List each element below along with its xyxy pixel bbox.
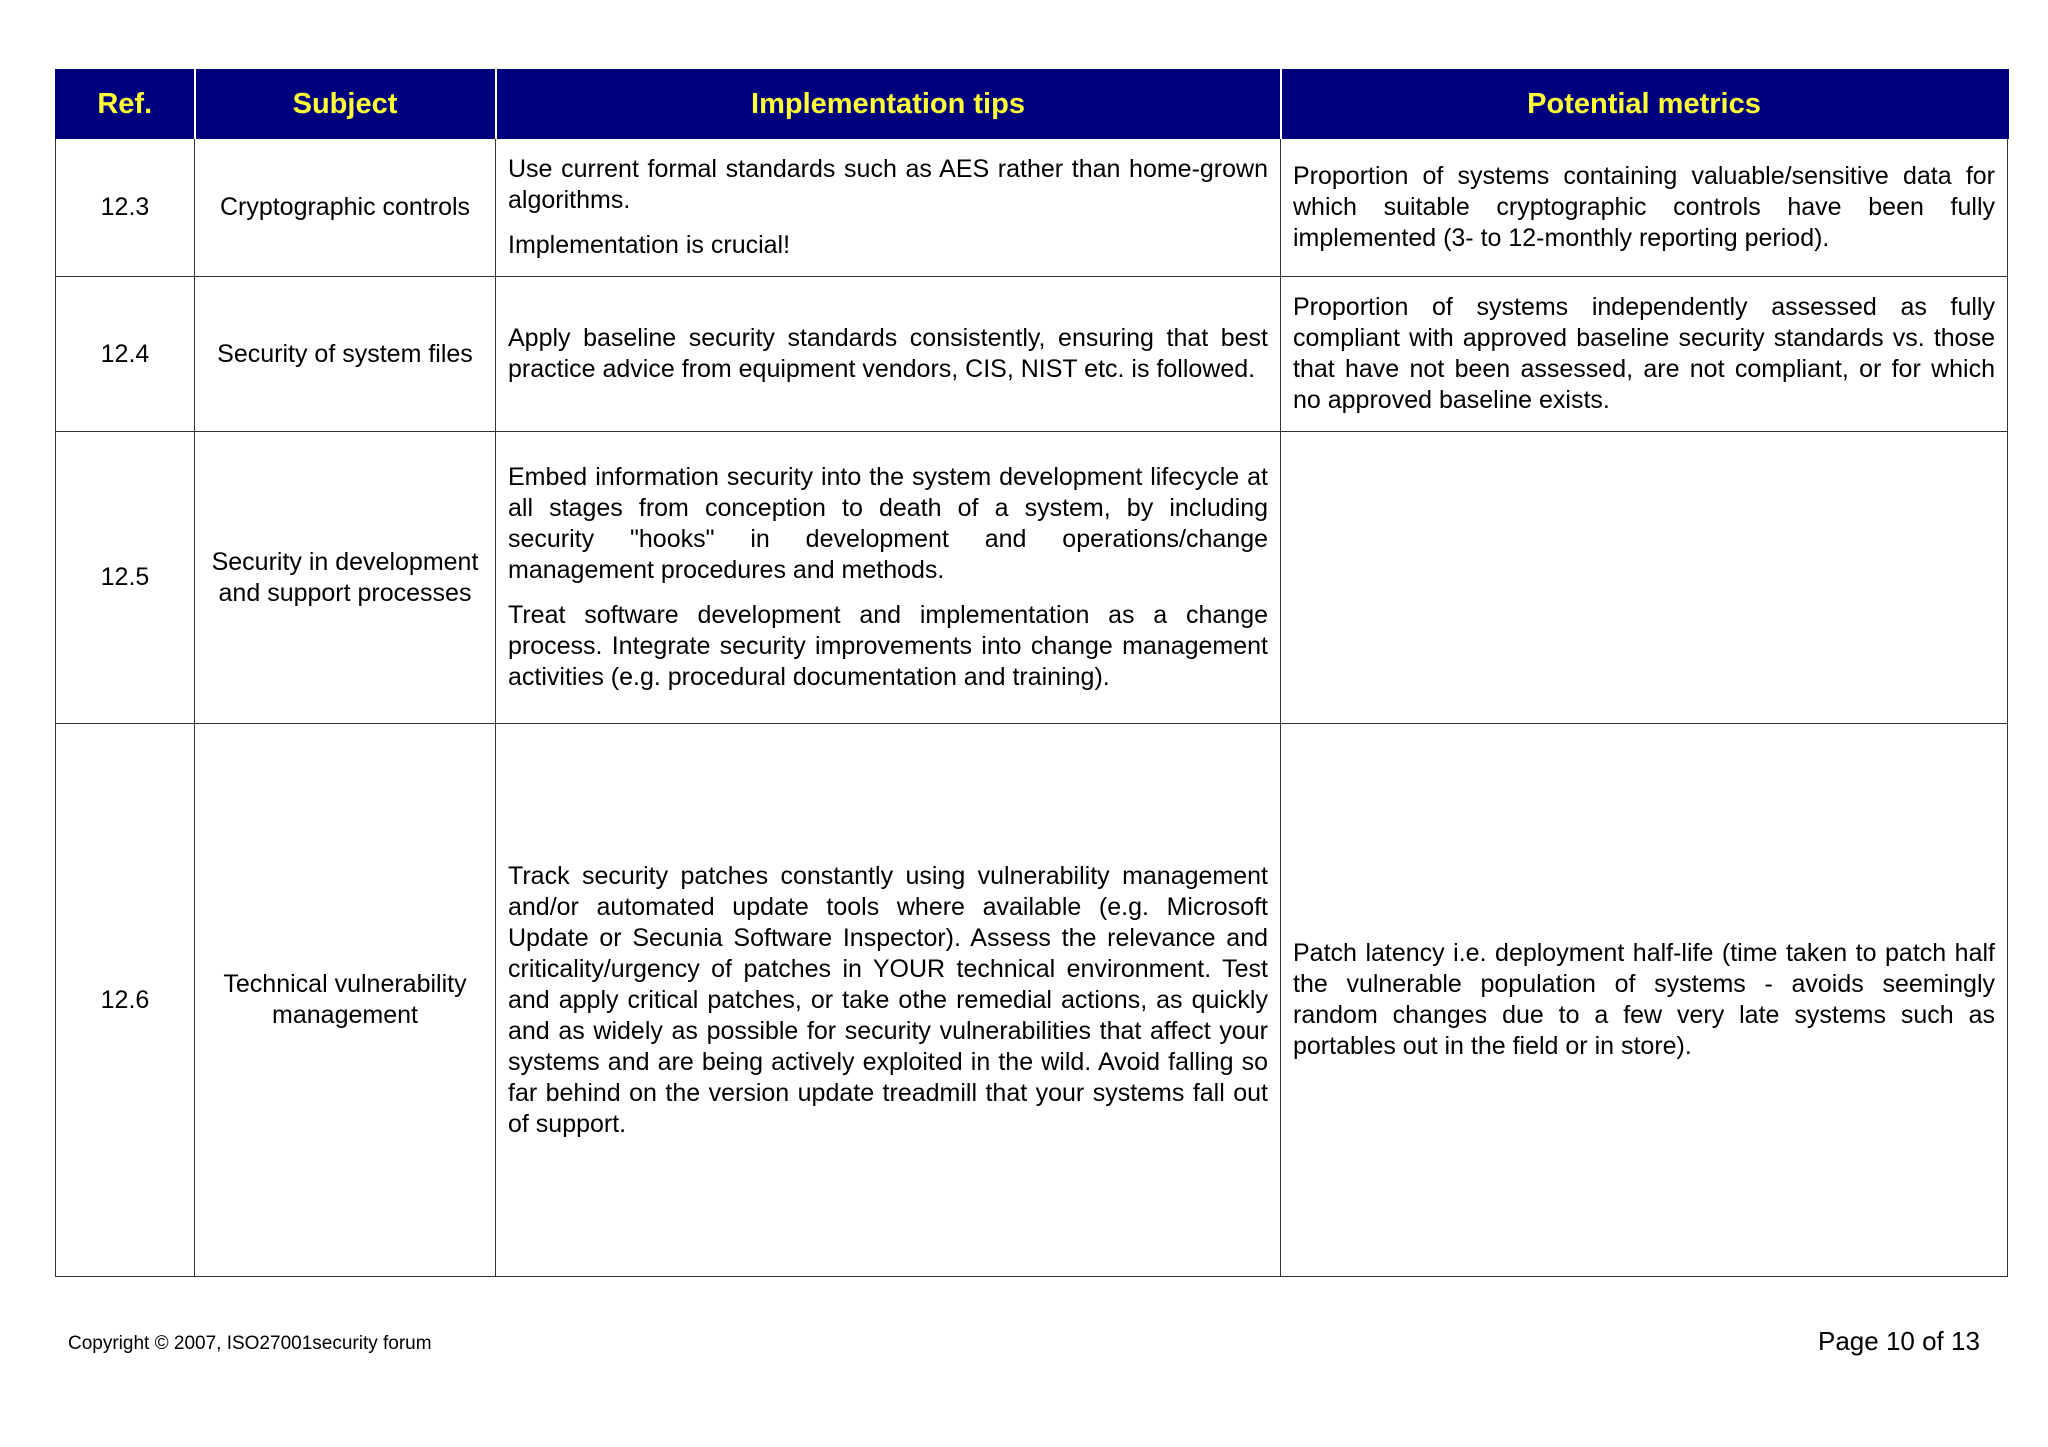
metrics-paragraph: Proportion of systems independently assessed as fully compliant with approved baseline security standards vs. those that have not been assessed, are not compliant, or for which no approved baseline exists.: [1293, 293, 1995, 414]
metrics-cell-empty: [1281, 432, 2008, 724]
tips-paragraph: Use current formal standards such as AES rather than home-grown algorithms.: [508, 155, 1268, 214]
ref-cell: 12.6: [56, 724, 195, 1277]
ref-cell: 12.3: [56, 139, 195, 277]
metrics-paragraph: Patch latency i.e. deployment half-life (time taken to patch half the vulnerable population of systems - avoids seemingly random changes due to a few very late systems such as portables out in the field or in store).: [1293, 939, 1995, 1060]
header-potential-metrics: Potential metrics: [1281, 70, 2008, 139]
ref-cell: 12.5: [56, 432, 195, 724]
table-row: [56, 724, 2008, 1277]
table-row: [56, 277, 2008, 432]
metrics-paragraph: Proportion of systems containing valuable/sensitive data for which suitable cryptographic controls have been fully implemented (3- to 12-monthly reporting period).: [1293, 162, 1995, 252]
tips-paragraph: Implementation is crucial!: [508, 231, 791, 259]
table-row: [56, 432, 2008, 724]
tips-paragraph: Treat software development and implementation as a change process. Integrate security improvements into change management activities (e.g. procedural documentation and training).: [508, 601, 1268, 691]
tips-cell: [496, 277, 1281, 432]
tips-paragraph: Apply baseline security standards consistently, ensuring that best practice advice from equipment vendors, CIS, NIST etc. is followed.: [508, 324, 1268, 383]
table-header-row: [56, 70, 2008, 139]
header-ref: Ref.: [56, 70, 195, 139]
guidance-table: [55, 69, 2009, 1277]
subject-cell: Security of system files: [195, 277, 496, 432]
header-subject: Subject: [195, 70, 496, 139]
tips-cell: [496, 139, 1281, 277]
subject-cell: Security in development and support processes: [195, 432, 496, 724]
tips-paragraph: Embed information security into the system development lifecycle at all stages from conception to death of a system, by including security "hooks" in development and operations/change management procedures and methods.: [508, 463, 1268, 584]
tips-cell: [496, 724, 1281, 1277]
metrics-cell: [1281, 277, 2008, 432]
tips-paragraph: Track security patches constantly using vulnerability management and/or automated update tools where available (e.g. Microsoft Update or Secunia Software Inspector). Assess the relevance and criticality/urgency of patches in YOUR technical environment. Test and apply critical patches, or take othe remedial actions, as quickly and as widely as possible for security vulnerabilities that affect your systems and are being actively exploited in the wild. Avoid falling so far behind on the version update treadmill that your systems fall out of support.: [508, 861, 1268, 1138]
tips-cell: [496, 432, 1281, 724]
subject-cell: Cryptographic controls: [195, 139, 496, 277]
subject-cell: Technical vulnerability management: [195, 724, 496, 1277]
page-number: Page 10 of 13: [1818, 1326, 1980, 1356]
table-row: [56, 139, 2008, 277]
metrics-cell: [1281, 724, 2008, 1277]
ref-cell: 12.4: [56, 277, 195, 432]
metrics-cell: [1281, 139, 2008, 277]
header-implementation-tips: Implementation tips: [496, 70, 1281, 139]
footer-copyright: Copyright © 2007, ISO27001security forum: [68, 1333, 432, 1354]
